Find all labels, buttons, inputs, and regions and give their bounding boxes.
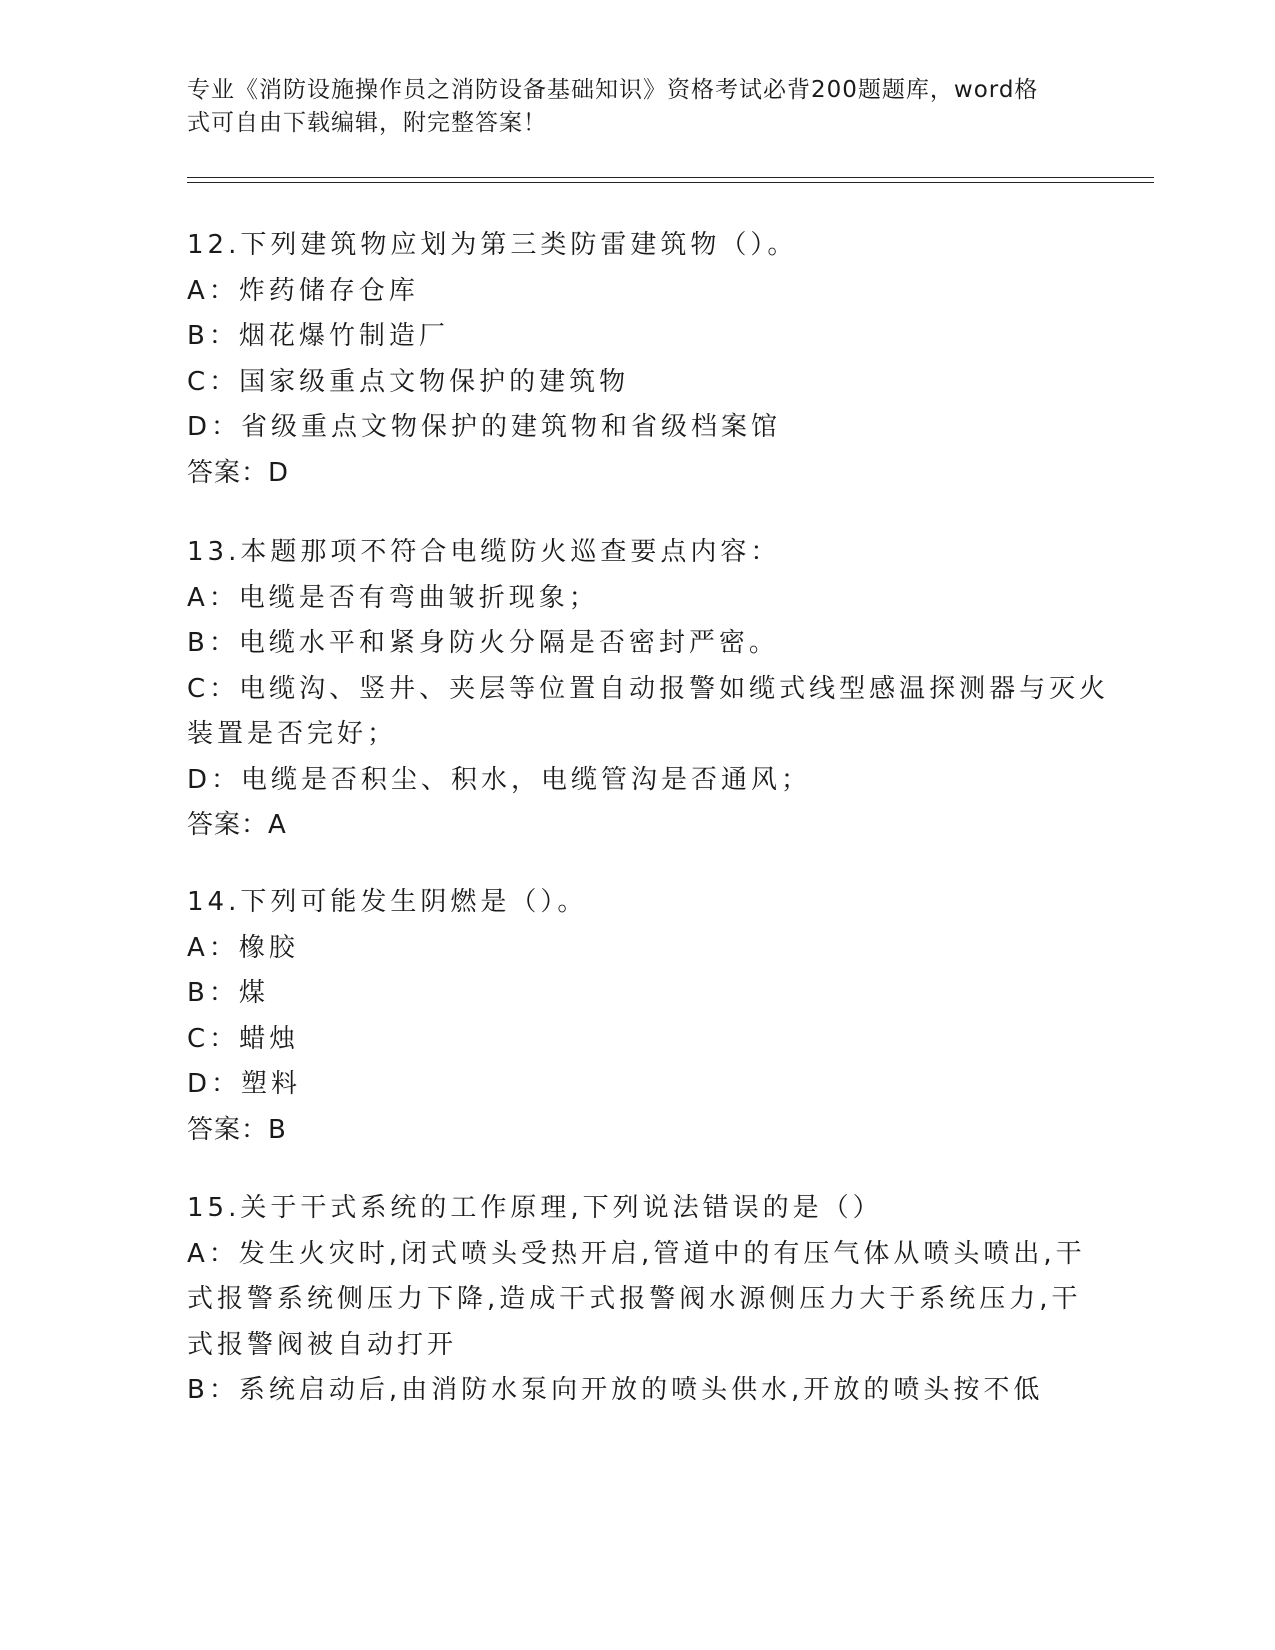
question-stem: 12.下列建筑物应划为第三类防雷建筑物（）。 bbox=[187, 230, 798, 260]
option-a: A：炸药储存仓库 bbox=[187, 275, 419, 306]
answer: 答案：D bbox=[187, 457, 290, 488]
option-a-continued: 式报警阀被自动打开 bbox=[187, 1329, 458, 1360]
option-a: A：电缆是否有弯曲皱折现象； bbox=[187, 582, 599, 613]
answer: 答案：A bbox=[187, 810, 287, 840]
question-stem: 13.本题那项不符合电缆防火巡查要点内容： bbox=[187, 537, 781, 567]
option-a: A：橡胶 bbox=[187, 932, 299, 963]
option-c: C：电缆沟、竖井、夹层等位置自动报警如缆式线型感温探测器与灭火 bbox=[187, 673, 1110, 704]
option-c: C：蜡烛 bbox=[187, 1023, 300, 1054]
option-c: C：国家级重点文物保护的建筑物 bbox=[187, 366, 630, 397]
question-13 bbox=[187, 530, 1110, 849]
question-stem: 15.关于干式系统的工作原理,下列说法错误的是（） bbox=[187, 1193, 883, 1223]
header-line-1: 专业《消防设施操作员之消防设备基础知识》资格考试必背200题题库，word格 bbox=[187, 77, 1039, 103]
option-a: A：发生火灾时,闭式喷头受热开启,管道中的有压气体从喷头喷出,干 bbox=[187, 1238, 1086, 1269]
option-d: D：电缆是否积尘、积水，电缆管沟是否通风； bbox=[187, 764, 812, 795]
header-line-2: 式可自由下载编辑，附完整答案！ bbox=[187, 110, 547, 136]
document-header bbox=[187, 74, 1067, 140]
option-b: B：电缆水平和紧身防火分隔是否密封严密。 bbox=[187, 628, 779, 658]
question-stem: 14.下列可能发生阴燃是（）。 bbox=[187, 887, 588, 917]
question-12 bbox=[187, 223, 1087, 496]
option-d: D：塑料 bbox=[187, 1069, 302, 1099]
option-a-continued: 式报警系统侧压力下降,造成干式报警阀水源侧压力大于系统压力,干 bbox=[187, 1284, 1082, 1314]
answer: 答案：B bbox=[187, 1114, 287, 1145]
option-c-continued: 装置是否完好； bbox=[187, 719, 398, 749]
question-14 bbox=[187, 880, 1087, 1153]
option-d: D：省级重点文物保护的建筑物和省级档案馆 bbox=[187, 412, 782, 442]
question-15 bbox=[187, 1186, 1087, 1414]
option-b: B：煤 bbox=[187, 978, 269, 1008]
option-b: B：系统启动后,由消防水泵向开放的喷头供水,开放的喷头按不低 bbox=[187, 1375, 1044, 1405]
header-divider-bottom bbox=[187, 182, 1154, 183]
header-divider-top bbox=[187, 177, 1154, 178]
option-b: B：烟花爆竹制造厂 bbox=[187, 321, 449, 351]
